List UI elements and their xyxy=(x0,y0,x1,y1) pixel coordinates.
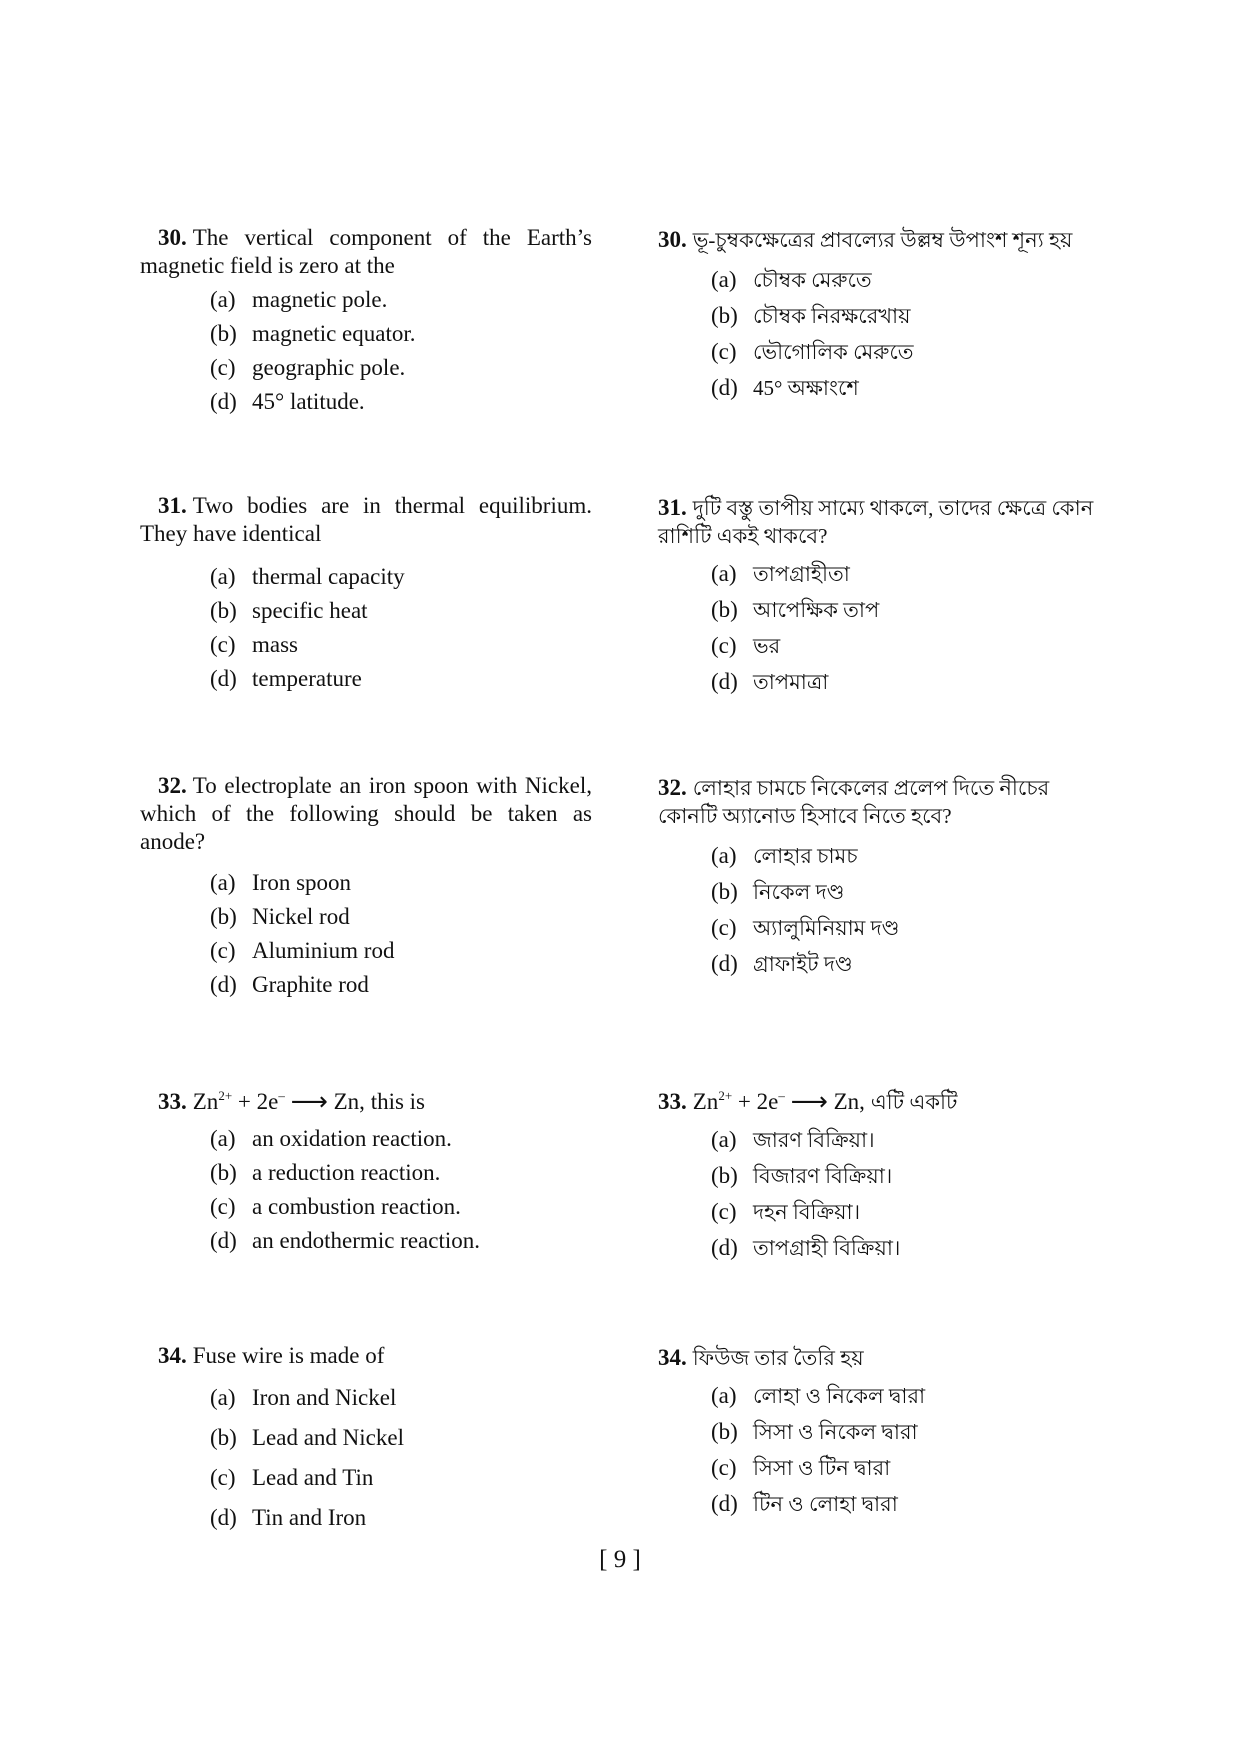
option-c: (c) দহন বিক্রিয়া। xyxy=(711,1199,861,1224)
option-a: (a) লোহা ও নিকেল দ্বারা xyxy=(711,1383,926,1408)
option-d: (d) Graphite rod xyxy=(210,972,369,997)
option-a: (a) লোহার চামচ xyxy=(711,843,858,868)
question-stem: 32. To electroplate an iron spoon with Nickel, which of the following should be taken as anode? xyxy=(140,773,592,854)
option-b: (b) Nickel rod xyxy=(210,904,350,929)
option-c: (c) Lead and Tin xyxy=(210,1465,374,1490)
options-list xyxy=(711,838,1098,982)
question-stem: 31. Two bodies are in thermal equilibrium. They have identical xyxy=(140,493,592,546)
question-34-english xyxy=(140,1342,592,1538)
option-d: (d) 45° latitude. xyxy=(210,389,365,414)
option-c: (c) a combustion reaction. xyxy=(210,1194,461,1219)
options-list xyxy=(711,556,1098,700)
option-d: (d) তাপগ্রাহী বিক্রিয়া। xyxy=(711,1235,901,1260)
option-b: (b) magnetic equator. xyxy=(210,321,416,346)
question-stem: 34. Fuse wire is made of xyxy=(158,1343,385,1368)
question-number: 31. xyxy=(158,493,187,518)
option-d: (d) an endothermic reaction. xyxy=(210,1228,480,1253)
option-b: (b) নিকেল দণ্ড xyxy=(711,879,845,904)
question-stem: 30. The vertical component of the Earth’s magnetic field is zero at the xyxy=(140,225,592,278)
option-b: (b) specific heat xyxy=(210,598,368,623)
option-b: (b) চৌম্বক নিরক্ষরেখায় xyxy=(711,303,911,328)
options-list xyxy=(210,283,592,419)
question-number: 30. xyxy=(158,225,187,250)
option-d: (d) গ্রাফাইট দণ্ড xyxy=(711,951,853,976)
option-a: (a) an oxidation reaction. xyxy=(210,1126,452,1151)
option-a: (a) magnetic pole. xyxy=(210,287,388,312)
option-c: (c) ভর xyxy=(711,633,781,658)
question-number: 33. xyxy=(158,1089,187,1114)
reaction-arrow-icon: ⟶ xyxy=(290,1087,328,1117)
option-c: (c) Aluminium rod xyxy=(210,938,395,963)
question-34-bengali xyxy=(658,1344,1098,1522)
option-a: (a) জারণ বিক্রিয়া। xyxy=(711,1127,875,1152)
option-c: (c) ভৌগোলিক মেরুতে xyxy=(711,339,914,364)
question-stem: 33. $Zn^{2+} + 2e^-$ ⟶ Zn, এটি একটি xyxy=(658,1087,958,1117)
question-31-bengali xyxy=(658,494,1098,700)
reaction-arrow-icon: ⟶ xyxy=(790,1087,828,1117)
question-31-english xyxy=(140,492,592,696)
question-number: 34. xyxy=(158,1343,187,1368)
option-d: (d) temperature xyxy=(210,666,362,691)
option-c: (c) সিসা ও টিন দ্বারা xyxy=(711,1455,891,1480)
option-a: (a) চৌম্বক মেরুতে xyxy=(711,267,872,292)
question-33-english xyxy=(140,1088,592,1258)
option-a: (a) thermal capacity xyxy=(210,564,405,589)
question-stem: 31. দুটি বস্তু তাপীয় সাম্যে থাকলে, তাদের ক্ষেত্রে কোন রাশিটি একই থাকবে? xyxy=(658,495,1094,548)
option-d: (d) তাপমাত্রা xyxy=(711,669,829,694)
reaction-equation: $Zn^{2+} + 2e^-$ ⟶ Zn, xyxy=(192,1087,365,1117)
question-33-bengali xyxy=(658,1088,1098,1266)
option-c: (c) অ্যালুমিনিয়াম দণ্ড xyxy=(711,915,900,940)
option-c: (c) mass xyxy=(210,632,298,657)
options-list xyxy=(711,1122,1098,1266)
question-32-bengali xyxy=(658,774,1098,982)
option-b: (b) বিজারণ বিক্রিয়া। xyxy=(711,1163,893,1188)
question-number: 30. xyxy=(658,227,687,252)
option-b: (b) a reduction reaction. xyxy=(210,1160,441,1185)
question-stem: 30. ভূ-চুম্বকক্ষেত্রের প্রাবল্যের উল্লম্ব উপাংশ শূন্য হয় xyxy=(658,227,1073,252)
reaction-equation: $Zn^{2+} + 2e^-$ ⟶ Zn, xyxy=(692,1087,865,1117)
option-a: (a) তাপগ্রাহীতা xyxy=(711,561,850,586)
options-list xyxy=(210,866,592,1002)
question-stem: 34. ফিউজ তার তৈরি হয় xyxy=(658,1345,864,1370)
question-stem: 33. $Zn^{2+} + 2e^-$ ⟶ Zn, this is xyxy=(158,1087,426,1117)
question-32-english xyxy=(140,772,592,1002)
page-number: [ 9 ] xyxy=(599,1546,641,1573)
options-list xyxy=(711,1378,1098,1522)
options-list xyxy=(210,560,592,696)
question-stem: 32. লোহার চামচে নিকেলের প্রলেপ দিতে নীচের কোনটি অ্যানোড হিসাবে নিতে হবে? xyxy=(658,775,1050,828)
question-number: 32. xyxy=(658,775,687,800)
question-number: 33. xyxy=(658,1089,687,1114)
options-list xyxy=(711,262,1098,406)
option-a: (a) Iron and Nickel xyxy=(210,1385,397,1410)
question-number: 34. xyxy=(658,1345,687,1370)
option-d: (d) Tin and Iron xyxy=(210,1505,367,1530)
options-list xyxy=(210,1378,592,1538)
option-b: (b) সিসা ও নিকেল দ্বারা xyxy=(711,1419,918,1444)
option-d: (d) 45° অক্ষাংশে xyxy=(711,375,859,400)
option-c: (c) geographic pole. xyxy=(210,355,406,380)
question-30-english xyxy=(140,224,592,419)
options-list xyxy=(210,1122,592,1258)
option-a: (a) Iron spoon xyxy=(210,870,352,895)
option-b: (b) Lead and Nickel xyxy=(210,1425,404,1450)
question-30-bengali xyxy=(658,226,1098,406)
question-number: 32. xyxy=(158,773,187,798)
question-number: 31. xyxy=(658,495,687,520)
option-d: (d) টিন ও লোহা দ্বারা xyxy=(711,1491,898,1516)
option-b: (b) আপেক্ষিক তাপ xyxy=(711,597,880,622)
